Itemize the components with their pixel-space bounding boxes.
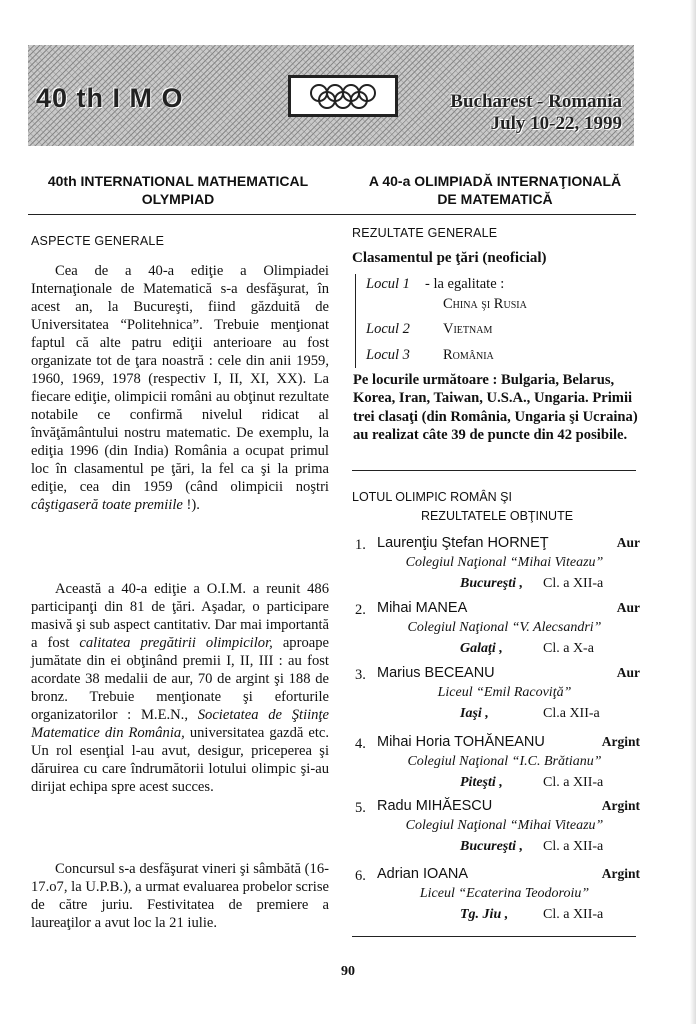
team-title-line1: LOTUL OLIMPIC ROMÂN ŞI: [352, 490, 512, 504]
paragraph-participants: [31, 580, 329, 796]
member-medal: Aur: [616, 600, 640, 615]
paragraph-participants-text-3: universitatea gazdă etc. Un rol esenţial l-au avut, desigur, priceperea şi dăruirea cu care îndrumătorii lotului olimpic şi-au dirijat echipa spre acest succes.: [31, 725, 329, 795]
member-city: Bucureşti ,: [460, 839, 524, 854]
paragraph-intro: [31, 262, 329, 514]
list-item: [355, 535, 640, 596]
rank-2-value: Vietnam: [443, 321, 493, 337]
paragraph-participants-text: Această a 40-a ediţie a O.I.M. a reunit 486 participanţi din 81 de ţări. Aşadar, o participare masivă şi sub aspect cantitativ. Dar mai importantă a fost: [31, 581, 329, 651]
member-number: 4.: [355, 736, 366, 752]
headline-romanian-line2: DE MATEMATICĂ: [437, 191, 553, 207]
headline-english-line2: OLYMPIAD: [141, 191, 215, 207]
team-title: [352, 488, 642, 526]
member-name: Radu MIHĂESCU: [377, 798, 493, 814]
rank-3-value: România: [443, 347, 494, 363]
member-city: Galaţi ,: [460, 641, 503, 656]
rank-1-label: Locul 1: [366, 276, 410, 292]
olympic-rings-icon: [288, 75, 398, 117]
rank-2-label: Locul 2: [366, 321, 410, 337]
member-grade: Cl. a XII-a: [543, 907, 604, 922]
paragraph-participants-italic-1: calitatea pregătirii olimpicilor,: [79, 635, 273, 651]
member-medal: Argint: [601, 734, 640, 749]
member-grade: Cl.a XII-a: [543, 706, 600, 721]
list-item: [355, 665, 640, 726]
member-name: Mihai Horia TOHĂNEANU: [377, 734, 545, 750]
member-medal: Aur: [616, 665, 640, 680]
header-banner: [28, 45, 634, 146]
list-item: [355, 866, 640, 927]
member-name: Laurenţiu Ştefan HORNEŢ: [377, 535, 549, 551]
member-number: 5.: [355, 800, 366, 816]
member-grade: Cl. a XII-a: [543, 839, 604, 854]
member-school: Colegiul Naţional “I.C. Brătianu”: [407, 754, 602, 769]
banner-place-city: Bucharest - Romania: [450, 91, 622, 112]
paragraph-intro-text: Cea de a 40-a ediţie a Olimpiadei Internaţionale de Matematică s-a desfăşurat, în acest an, la Bucureşti, fiind găzduită de Universitatea “Politehnica”. Trebuie menţionat faptul că alte patru ediţii anterioare au fost organizate tot de ţara noastră : cele din anii 1959, 1960, 1969, 1978 (respectiv I, II, XI, XX). La fiecare ediţie, olimpicii români au obţinut rezultate notabile ce confirmă nivelul ridicat al învăţământului nostru matematic. De exemplu, la ediţia 1996 (din India) România a ocupat primul loc în clasamentul pe ţări, la fel ca şi la prima ediţie, cea din 1959 (când olimpicii noştri: [31, 263, 329, 495]
rank-3-label: Locul 3: [366, 347, 410, 363]
results-divider: [352, 470, 636, 471]
paragraph-contest: Concursul s-a desfăşurat vineri şi sâmbătă (16-17.o7, la U.P.B.), a urmat evaluarea probelor scrise de către juriu. Festivitatea de premiere a laureaţilor a avut loc la 21 iulie.: [31, 861, 329, 931]
member-school: Liceul “Emil Racoviţă”: [437, 685, 572, 700]
section-title-results: REZULTATE GENERALE: [352, 226, 498, 240]
ranking-title: Clasamentul pe ţări (neoficial): [352, 250, 547, 266]
ranking-rest-text: Pe locurile următoare : Bulgaria, Belarus, Korea, Iran, Taiwan, U.S.A., Ungaria. Primii trei clasaţi (din România, Ungaria şi Ucraina) au realizat câte 39 de puncte din 42 posibile.: [353, 372, 638, 444]
page-number: 90: [341, 964, 355, 979]
banner-place: [450, 91, 622, 135]
member-grade: Cl. a XII-a: [543, 576, 604, 591]
member-name: Marius BECEANU: [377, 665, 495, 681]
ranking-bar: [355, 274, 356, 368]
headline-romanian: [345, 172, 645, 208]
list-item: [355, 600, 640, 661]
member-number: 1.: [355, 537, 366, 553]
rank-1-value: China şi Rusia: [443, 296, 527, 312]
rank-1-equal: - la egalitate :: [425, 276, 505, 292]
paragraph-participants-text-2: aproape jumătate din ei obţinând premii I, II, III : au fost acordate 38 medalii de aur, 70 de argint şi 188 de bronz. Trebuie menţionate şi eforturile organizatorilor : M.E.N.,: [31, 635, 329, 723]
member-school: Colegiul Naţional “Mihai Viteazu”: [405, 555, 604, 570]
member-name: Mihai MANEA: [377, 600, 468, 616]
member-city: Piteşti ,: [460, 775, 503, 790]
member-city: Bucureşti ,: [460, 576, 524, 591]
header-divider: [28, 214, 636, 215]
section-title-general: ASPECTE GENERALE: [31, 234, 165, 248]
member-number: 2.: [355, 602, 366, 618]
paragraph-intro-italic: câştigaseră toate premiile: [31, 497, 183, 513]
member-name: Adrian IOANA: [377, 866, 469, 882]
list-item: [355, 734, 640, 795]
member-school: Colegiul Naţional “Mihai Viteazu”: [405, 818, 604, 833]
headline-romanian-line1: A 40-a OLIMPIADĂ INTERNAŢIONALĂ: [368, 173, 622, 189]
page-edge: [690, 0, 696, 1024]
member-grade: Cl. a X-a: [543, 641, 594, 656]
team-title-line2: REZULTATELE OBŢINUTE: [420, 509, 574, 523]
headline-english: [28, 172, 328, 208]
paragraph-participants-italic-2: Societatea de Ştiinţe Matematice din România,: [31, 707, 330, 741]
member-city: Iaşi ,: [460, 706, 489, 721]
member-medal: Aur: [616, 535, 640, 550]
list-item: [355, 798, 640, 859]
member-medal: Argint: [601, 798, 640, 813]
headline-english-line1: 40th INTERNATIONAL MATHEMATICAL: [47, 173, 309, 189]
member-school: Colegiul Naţional “V. Alecsandri”: [407, 620, 602, 635]
paragraph-intro-end: !).: [186, 497, 200, 513]
banner-title: 40 th I M O: [36, 83, 184, 113]
member-school: Liceul “Ecaterina Teodoroiu”: [419, 886, 590, 901]
member-number: 3.: [355, 667, 366, 683]
member-medal: Argint: [601, 866, 640, 881]
member-number: 6.: [355, 868, 366, 884]
team-divider: [352, 936, 636, 937]
member-city: Tg. Jiu ,: [460, 907, 509, 922]
banner-place-date: July 10-22, 1999: [490, 113, 622, 134]
member-grade: Cl. a XII-a: [543, 775, 604, 790]
